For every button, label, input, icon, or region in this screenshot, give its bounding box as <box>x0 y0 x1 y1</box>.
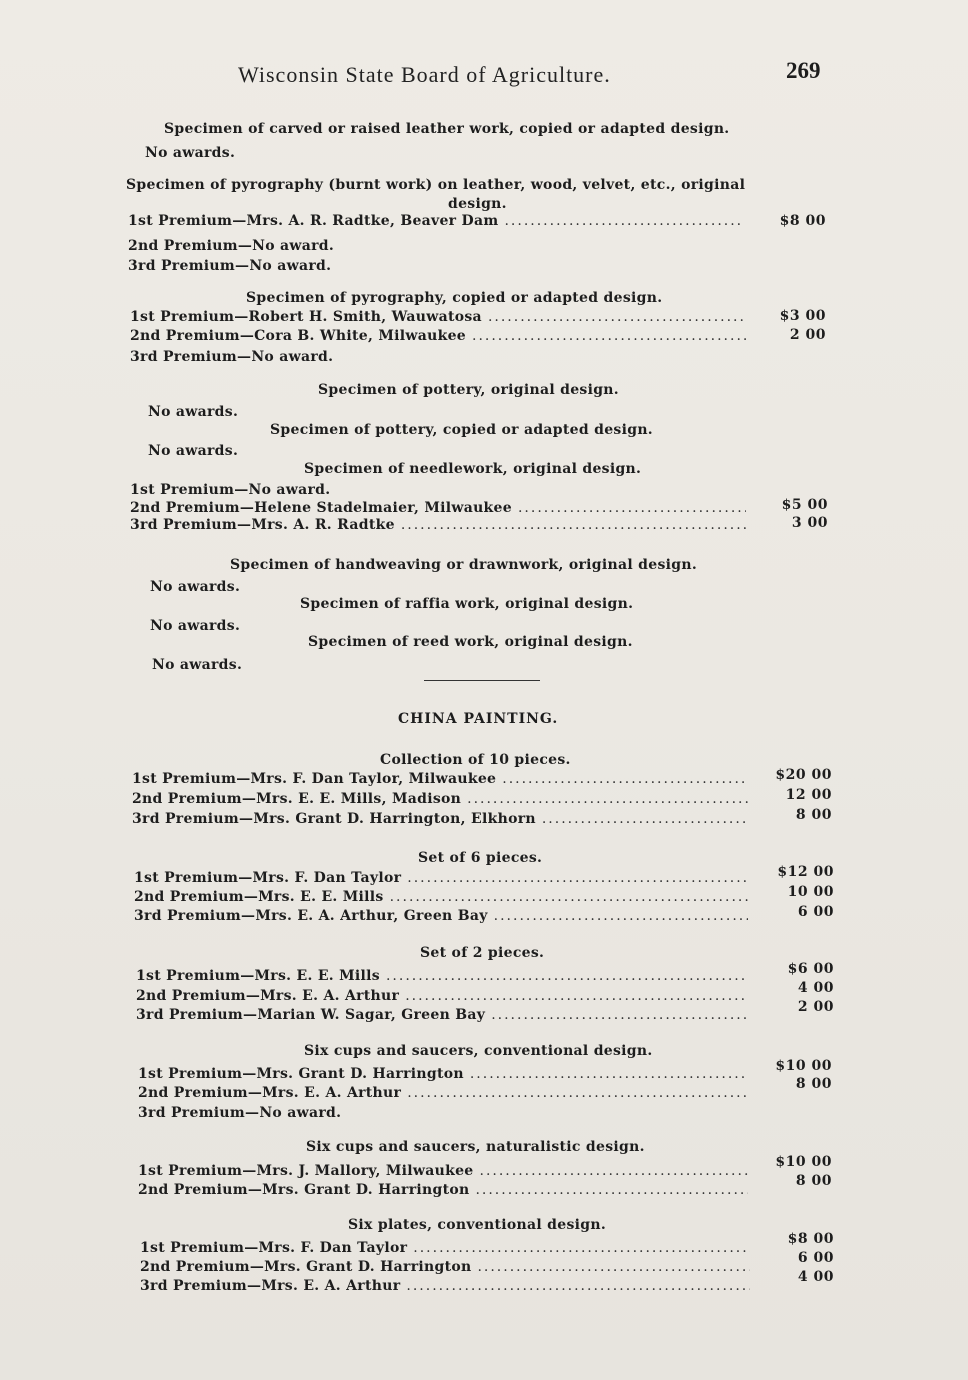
premium-amount: 12 00 <box>785 787 832 803</box>
premium-row: 1st Premium—No award. <box>130 482 331 498</box>
premium-row: 3rd Premium—No award. <box>128 258 332 274</box>
page-number: 269 <box>786 58 821 83</box>
leader-dots <box>413 1240 750 1256</box>
premium-label: 2nd Premium—Mrs. Grant D. Harrington <box>140 1259 472 1275</box>
section-heading: Specimen of pottery, original design. <box>318 382 619 398</box>
premium-row <box>130 500 752 518</box>
premium-row <box>136 1007 754 1025</box>
leader-dots <box>401 517 746 533</box>
leader-dots <box>386 968 748 984</box>
premium-row: 2nd Premium—No award. <box>128 238 335 254</box>
premium-label: 1st Premium—Mrs. E. E. Mills <box>136 968 380 984</box>
premium-row <box>134 870 754 888</box>
premium-amount: $10 00 <box>775 1154 832 1170</box>
premium-amount: $6 00 <box>787 961 834 977</box>
premium-label: 2nd Premium—Helene Stadelmaier, Milwaukee <box>130 500 512 516</box>
premium-label: 2nd Premium—Mrs. E. A. Arthur <box>138 1085 402 1101</box>
premium-amount: 8 00 <box>795 807 832 823</box>
leader-dots <box>407 1085 748 1101</box>
premium-amount: 2 00 <box>797 999 834 1015</box>
premium-label: 2nd Premium—Mrs. E. E. Mills, Madison <box>132 791 462 807</box>
premium-amount: 6 00 <box>797 904 834 920</box>
premium-label: 1st Premium—Mrs. Grant D. Harrington <box>138 1066 464 1082</box>
premium-row: 3rd Premium—No award. <box>130 349 334 365</box>
premium-amount: $12 00 <box>777 864 834 880</box>
section-heading: Specimen of pyrography, copied or adapted design. <box>246 290 663 306</box>
leader-dots <box>491 1007 748 1023</box>
premium-amount: 3 00 <box>791 515 828 531</box>
section-heading: Set of 6 pieces. <box>418 850 543 866</box>
leader-dots <box>467 791 748 807</box>
premium-row <box>130 309 752 327</box>
no-awards-text: No awards. <box>150 618 241 634</box>
premium-label: 3rd Premium—Mrs. E. A. Arthur, Green Bay <box>134 908 488 924</box>
premium-row <box>138 1163 754 1181</box>
premium-label: 1st Premium—Robert H. Smith, Wauwatosa <box>130 309 482 325</box>
section-divider <box>424 680 540 681</box>
premium-row <box>128 213 750 231</box>
leader-dots <box>405 988 748 1004</box>
premium-row <box>140 1278 756 1296</box>
section-heading: Specimen of raffia work, original design. <box>300 596 634 612</box>
premium-label: 3rd Premium—Mrs. A. R. Radtke <box>130 517 395 533</box>
premium-label: 3rd Premium—Mrs. Grant D. Harrington, Elkhorn <box>132 811 536 827</box>
premium-row <box>130 517 752 535</box>
premium-row <box>134 889 754 907</box>
leader-dots <box>480 1163 749 1179</box>
leader-dots <box>406 1278 750 1294</box>
premium-row <box>132 771 754 789</box>
section-heading: Specimen of needlework, original design. <box>304 461 642 477</box>
premium-amount: $20 00 <box>775 767 832 783</box>
section-heading: Collection of 10 pieces. <box>380 752 571 768</box>
premium-row <box>138 1066 754 1084</box>
premium-row <box>132 811 754 829</box>
section-heading: Specimen of pyrography (burnt work) on leather, wood, velvet, etc., original <box>126 177 746 193</box>
premium-label: 1st Premium—Mrs. J. Mallory, Milwaukee <box>138 1163 474 1179</box>
section-heading: Six cups and saucers, conventional design. <box>304 1043 653 1059</box>
premium-row <box>130 328 752 346</box>
no-awards-text: No awards. <box>150 579 241 595</box>
running-header: Wisconsin State Board of Agriculture. <box>238 62 611 87</box>
chapter-heading: CHINA PAINTING. <box>398 711 559 727</box>
premium-amount: 8 00 <box>795 1173 832 1189</box>
premium-label: 3rd Premium—Mrs. E. A. Arthur <box>140 1278 401 1294</box>
section-heading: Six cups and saucers, naturalistic design. <box>306 1139 645 1155</box>
premium-row <box>140 1240 756 1258</box>
no-awards-text: No awards. <box>145 145 236 161</box>
section-heading: Specimen of carved or raised leather work, copied or adapted design. <box>164 121 730 137</box>
section-heading: Specimen of handweaving or drawnwork, original design. <box>230 557 697 573</box>
premium-amount: $8 00 <box>779 213 826 229</box>
section-heading-continued: design. <box>448 196 507 212</box>
premium-label: 2nd Premium—Mrs. E. E. Mills <box>134 889 384 905</box>
leader-dots <box>470 1066 748 1082</box>
leader-dots <box>502 771 748 787</box>
premium-row <box>134 908 754 926</box>
section-heading: Six plates, conventional design. <box>348 1217 606 1233</box>
leader-dots <box>504 213 744 229</box>
leader-dots <box>477 1259 750 1275</box>
premium-row <box>136 968 754 986</box>
premium-label: 1st Premium—Mrs. F. Dan Taylor <box>140 1240 408 1256</box>
premium-label: 1st Premium—Mrs. F. Dan Taylor <box>134 870 402 886</box>
premium-amount: $5 00 <box>781 497 828 513</box>
premium-amount: $8 00 <box>787 1231 834 1247</box>
premium-label: 1st Premium—Mrs. A. R. Radtke, Beaver Dam <box>128 213 499 229</box>
premium-row <box>138 1085 754 1103</box>
no-awards-text: No awards. <box>148 404 239 420</box>
leader-dots <box>475 1182 748 1198</box>
no-awards-text: No awards. <box>148 443 239 459</box>
premium-amount: $3 00 <box>779 308 826 324</box>
leader-dots <box>494 908 748 924</box>
leader-dots <box>390 889 748 905</box>
premium-label: 1st Premium—Mrs. F. Dan Taylor, Milwaukee <box>132 771 497 787</box>
leader-dots <box>488 309 746 325</box>
premium-amount: 4 00 <box>797 1269 834 1285</box>
premium-row <box>132 791 754 809</box>
leader-dots <box>407 870 748 886</box>
leader-dots <box>472 328 746 344</box>
section-heading: Specimen of pottery, copied or adapted design. <box>270 422 653 438</box>
section-heading: Set of 2 pieces. <box>420 945 545 961</box>
premium-amount: 10 00 <box>787 884 834 900</box>
no-awards-text: No awards. <box>152 657 243 673</box>
section-heading: Specimen of reed work, original design. <box>308 634 633 650</box>
premium-label: 2nd Premium—Cora B. White, Milwaukee <box>130 328 466 344</box>
premium-row <box>140 1259 756 1277</box>
premium-amount: 6 00 <box>797 1250 834 1266</box>
premium-amount: 8 00 <box>795 1076 832 1092</box>
premium-amount: $10 00 <box>775 1058 832 1074</box>
premium-row <box>138 1182 754 1200</box>
premium-label: 3rd Premium—Marian W. Sagar, Green Bay <box>136 1007 486 1023</box>
premium-row: 3rd Premium—No award. <box>138 1105 342 1121</box>
leader-dots <box>542 811 748 827</box>
premium-row <box>136 988 754 1006</box>
premium-amount: 4 00 <box>797 980 834 996</box>
leader-dots <box>518 500 746 516</box>
premium-label: 2nd Premium—Mrs. Grant D. Harrington <box>138 1182 470 1198</box>
premium-amount: 2 00 <box>789 327 826 343</box>
premium-label: 2nd Premium—Mrs. E. A. Arthur <box>136 988 400 1004</box>
